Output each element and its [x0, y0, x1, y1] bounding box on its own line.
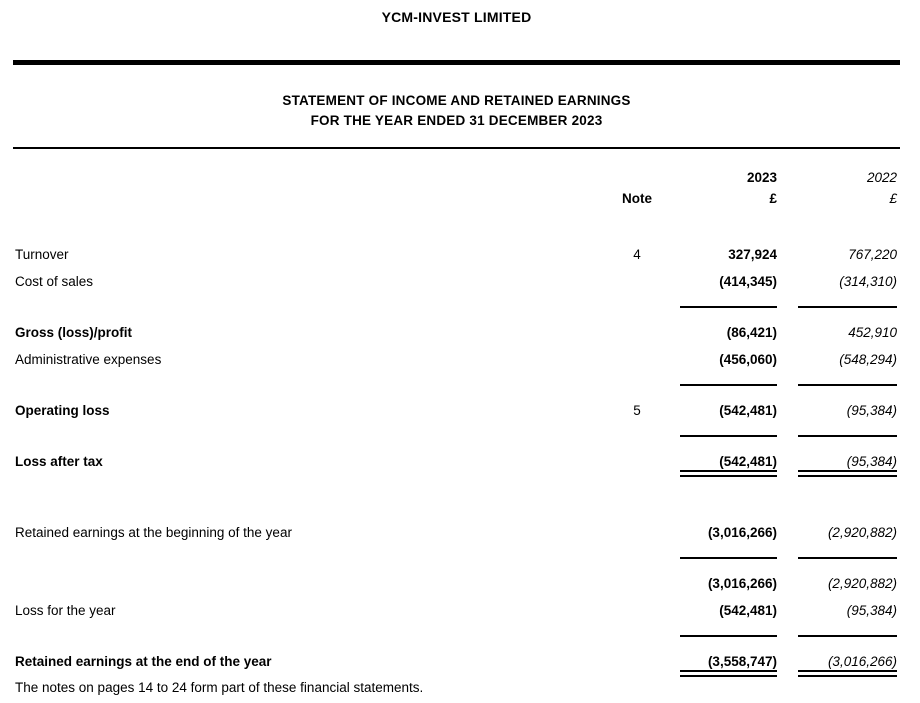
row-value-2023: 327,924: [728, 247, 777, 262]
rule-cell-2022: [798, 384, 897, 386]
row-value-2022: (314,310): [839, 274, 897, 289]
statement-row: [13, 319, 900, 346]
rule-cell-2023: [680, 670, 777, 677]
row-label: Cost of sales: [15, 274, 94, 289]
rule-cell-2023: [680, 435, 777, 437]
statement-row: [13, 519, 900, 546]
row-value-2022: (3,016,266): [827, 654, 897, 669]
row-value-2022: (95,384): [846, 603, 897, 618]
row-value-2022: (95,384): [846, 403, 897, 418]
rule-cell-2023: [680, 470, 777, 477]
row-value-2023: (3,016,266): [707, 576, 777, 591]
statement-row: [13, 268, 900, 295]
row-value-2023: (3,558,747): [707, 654, 777, 669]
statement-title: STATEMENT OF INCOME AND RETAINED EARNINGS: [282, 93, 631, 108]
rule-cell-2023: [680, 306, 777, 308]
year-2023-header: 2023: [746, 169, 777, 185]
header-thick-rule: [13, 60, 900, 65]
row-label: Retained earnings at the end of the year: [15, 654, 272, 669]
row-value-2023: (414,345): [719, 274, 777, 289]
subtotal-rule: [798, 635, 897, 637]
statement-row: [13, 373, 900, 397]
subtotal-rule: [680, 635, 777, 637]
row-label: Retained earnings at the beginning of the year: [15, 525, 292, 540]
rule-cell-2022: [798, 306, 897, 308]
row-label: Administrative expenses: [15, 352, 162, 367]
subtotal-rule: [798, 435, 897, 437]
section-spacer: [13, 478, 900, 519]
rule-cell-2022: [798, 635, 897, 637]
row-value-2022: 452,910: [848, 325, 897, 340]
statement-heading: [13, 91, 900, 131]
row-value-2022: 767,220: [848, 247, 897, 262]
statement-row: [13, 470, 900, 478]
statement-rows: [13, 241, 900, 678]
statement-row: [13, 346, 900, 373]
row-value-2022: (95,384): [846, 454, 897, 469]
rule-cell-2023: [680, 557, 777, 559]
rule-cell-2022: [798, 557, 897, 559]
note-column-header: Note: [622, 190, 652, 206]
currency-2022-header: £: [889, 190, 897, 206]
row-value-2023: (86,421): [726, 325, 777, 340]
row-label: Loss for the year: [15, 603, 116, 618]
heading-divider-rule: [13, 147, 900, 149]
double-total-rule: [798, 670, 897, 677]
statement-row: [13, 241, 900, 268]
rule-cell-2023: [680, 384, 777, 386]
subtotal-rule: [680, 384, 777, 386]
row-value-2023: (542,481): [719, 454, 777, 469]
row-value-2022: (2,920,882): [827, 525, 897, 540]
row-value-2022: (2,920,882): [827, 576, 897, 591]
row-value-2023: (542,481): [719, 403, 777, 418]
rule-cell-2022: [798, 470, 897, 477]
row-label: Operating loss: [15, 403, 110, 418]
row-value-2023: (456,060): [719, 352, 777, 367]
rule-cell-2023: [680, 635, 777, 637]
row-value-2023: (542,481): [719, 603, 777, 618]
statement-row: [13, 597, 900, 624]
subtotal-rule: [680, 306, 777, 308]
subtotal-rule: [798, 557, 897, 559]
row-note: 4: [633, 247, 641, 262]
column-header-row: [13, 189, 900, 207]
statement-row: [13, 397, 900, 424]
subtotal-rule: [680, 435, 777, 437]
statement-row: [13, 624, 900, 648]
currency-2023-header: £: [769, 190, 777, 206]
statement-period: FOR THE YEAR ENDED 31 DECEMBER 2023: [310, 113, 603, 128]
statement-row: [13, 295, 900, 319]
year-header-row: [13, 168, 900, 186]
row-value-2023: (3,016,266): [707, 525, 777, 540]
row-label: Loss after tax: [15, 454, 103, 469]
rule-cell-2022: [798, 435, 897, 437]
statement-row: [13, 570, 900, 597]
statement-row: [13, 670, 900, 678]
rule-cell-2022: [798, 670, 897, 677]
row-label: Turnover: [15, 247, 69, 262]
subtotal-rule: [680, 557, 777, 559]
double-total-rule: [680, 470, 777, 477]
row-label: Gross (loss)/profit: [15, 325, 133, 340]
double-total-rule: [798, 470, 897, 477]
year-2022-header: 2022: [866, 169, 897, 185]
subtotal-rule: [798, 384, 897, 386]
statement-row: [13, 424, 900, 448]
company-name: YCM-INVEST LIMITED: [381, 9, 532, 25]
footer-note: The notes on pages 14 to 24 form part of these financial statements.: [15, 680, 424, 695]
statement-row: [13, 546, 900, 570]
subtotal-rule: [798, 306, 897, 308]
row-note: 5: [633, 403, 641, 418]
double-total-rule: [680, 670, 777, 677]
row-value-2022: (548,294): [839, 352, 897, 367]
